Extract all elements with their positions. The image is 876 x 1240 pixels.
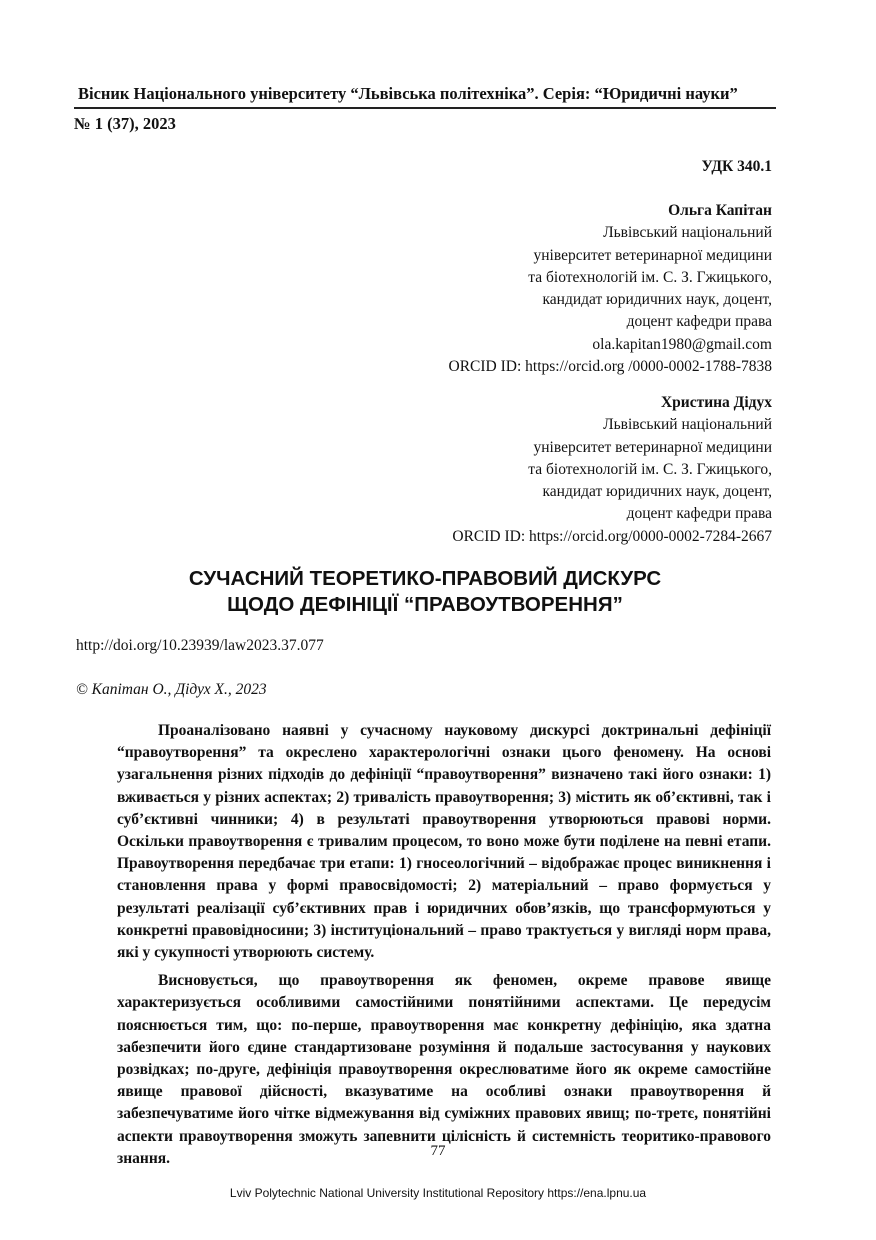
author-name: Ольга Капітан bbox=[668, 202, 772, 219]
issue-number: № 1 (37), 2023 bbox=[74, 114, 176, 133]
doi-link[interactable]: http://doi.org/10.23939/law2023.37.077 bbox=[76, 637, 324, 654]
abstract-paragraph: Проаналізовано наявні у сучасному науковому дискурсі доктринальні дефініції “правоутворення” та окреслено характерологічні ознаки цього феномену. На основі узагальнення різних підходів до дефініції “правоутворення” визначено такі його ознаки: 1) вживається у різних аспектах; 2) тривалість правоутворення; 3) містить як об’єктивні, так і суб’єктивні чинники; 4) в результаті правоутворення утворюються правові норми. Оскільки правоутворення є тривалим процесом, то воно може бути поділене на певні етапи. Правоутворення передбачає три етапи: 1) гносеологічний – відображає процес виникнення і становлення права у формі правосвідомості; 2) матеріальний – право формується у результаті реалізації суб’єктивних прав і юридичних обов’язків, що трансформуються у конкретні правовідносини; 3) інституціональний – право трактується у вигляді норм права, які у сукупності утворюють систему. bbox=[117, 722, 771, 962]
journal-title: Вісник Національного університету “Львівська політехніка”. Серія: “Юридичні науки” bbox=[78, 84, 738, 103]
author-block-1 bbox=[449, 200, 772, 378]
author-affiliation: та біотехнологій ім. С. З. Гжицького, bbox=[528, 460, 772, 478]
paper-title-line: СУЧАСНИЙ ТЕОРЕТИКО-ПРАВОВИЙ ДИСКУРС bbox=[188, 567, 662, 590]
repository-footer: Lviv Polytechnic National University Institutional Repository https://ena.lpnu.ua bbox=[229, 1186, 647, 1200]
author-name: Христина Дідух bbox=[660, 394, 772, 411]
page-number: 77 bbox=[430, 1143, 446, 1159]
abstract bbox=[117, 720, 771, 1170]
abstract-paragraph: Висновується, що правоутворення як феномен, окреме правове явище характеризується особливими самостійними понятійними аспектами. Це передусім пояснюється тим, що: по-перше, правоутворення має конкретну дефініцію, яка здатна забезпечити його єдине стандартизоване розуміння й подальше застосування у наукових розвідках; по-друге, дефініція правоутворення окреслюватиме його як окреме самостійне явище правової дійсності, вказуватиме на особливі ознаки правоутворення й забезпечуватиме його чітке відмежування від суміжних правових явищ; по-третє, понятійні аспекти правоутворення зможуть запевнити цілісність й системність теоритико-правового знання. bbox=[117, 972, 771, 1167]
author-position: доцент кафедри права bbox=[626, 505, 772, 523]
author-orcid[interactable]: ORCID ID: https://orcid.org /0000-0002-1788-7838 bbox=[448, 358, 772, 376]
paper-title-line: ЩОДО ДЕФІНІЦІЇ “ПРАВОУТВОРЕННЯ” bbox=[227, 593, 623, 616]
header-rule bbox=[74, 107, 776, 109]
paper-title bbox=[74, 566, 776, 618]
author-degree: кандидат юридичних наук, доцент, bbox=[542, 291, 772, 309]
author-position: доцент кафедри права bbox=[626, 313, 772, 331]
author-affiliation: Львівський національний bbox=[603, 416, 772, 434]
author-affiliation: та біотехнологій ім. С. З. Гжицького, bbox=[528, 268, 772, 286]
author-degree: кандидат юридичних наук, доцент, bbox=[542, 483, 772, 501]
author-block-2 bbox=[452, 392, 772, 548]
author-affiliation: університет ветеринарної медицини bbox=[533, 438, 772, 456]
udk-code: УДК 340.1 bbox=[701, 158, 772, 175]
author-affiliation: Львівський національний bbox=[603, 224, 772, 242]
author-email[interactable]: ola.kapitan1980@gmail.com bbox=[592, 335, 772, 353]
copyright: © Капітан О., Дідух Х., 2023 bbox=[76, 681, 267, 698]
author-affiliation: університет ветеринарної медицини bbox=[533, 246, 772, 264]
author-orcid[interactable]: ORCID ID: https://orcid.org/0000-0002-7284-2667 bbox=[452, 527, 772, 545]
